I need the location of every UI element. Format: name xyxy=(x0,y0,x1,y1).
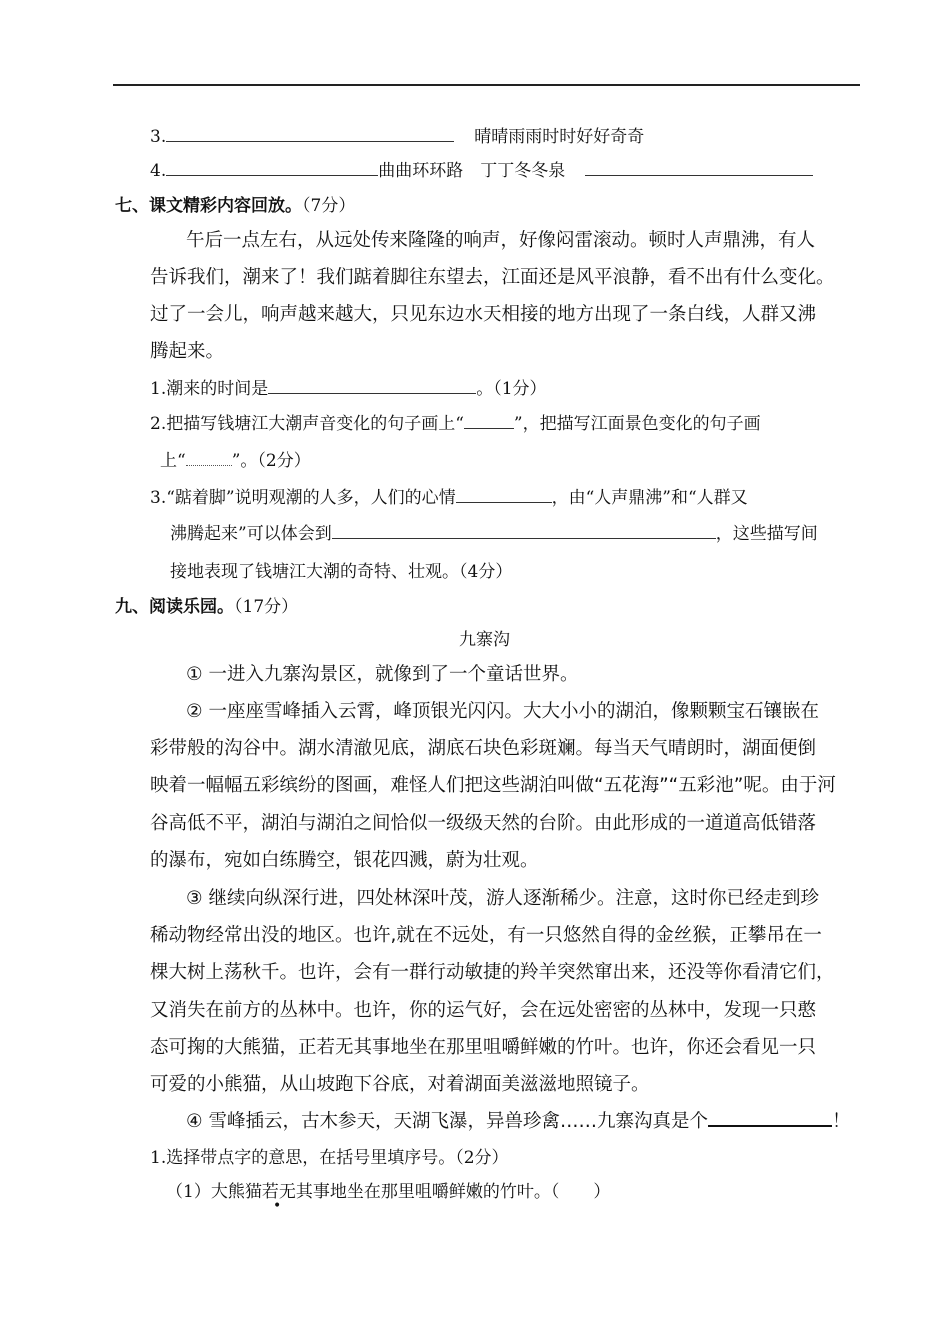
item-number: 3. xyxy=(150,127,167,147)
wavy-underline-mark xyxy=(186,451,232,466)
word-pattern: 曲曲环环路 丁丁冬冬泉 xyxy=(378,161,566,181)
section-9-heading xyxy=(115,595,298,619)
article-line: 谷高低不平，湖泊与湖泊之间恰似一级级天然的台阶。由此形成的一道道高低错落 xyxy=(150,813,817,834)
article-line: 态可掬的大熊猫，正若无其事地坐在那里咀嚼鲜嫩的竹叶。也许，你还会看见一只 xyxy=(150,1037,817,1058)
passage-line: 告诉我们，潮来了！我们踮着脚往东望去，江面还是风平浪静，看不出有什么变化。 xyxy=(150,267,835,288)
question-7-1 xyxy=(150,377,547,401)
question-9-1-item-1: （1）大熊猫若无其事地坐在那里咀嚼鲜嫩的竹叶。（ ） xyxy=(166,1182,611,1202)
emphasis-dot: • xyxy=(273,1198,282,1214)
answer-blank[interactable] xyxy=(456,486,552,503)
answer-blank[interactable] xyxy=(585,159,813,176)
question-text: 2.把描写钱塘江大潮声音变化的句子画上“ xyxy=(150,414,464,434)
answer-blank[interactable] xyxy=(708,1109,832,1127)
question-text: 。（1分） xyxy=(476,379,547,399)
question-7-3-cont xyxy=(170,522,818,546)
question-text: ”。（2分） xyxy=(231,451,311,471)
fill-item-3 xyxy=(150,125,644,149)
underline-mark xyxy=(464,412,514,429)
article-title: 九寨沟 xyxy=(459,630,510,650)
article-line: 稀动物经常出没的地区。也许,就在不远处，有一只悠然自得的金丝猴，正攀吊在一 xyxy=(150,925,822,946)
answer-blank[interactable] xyxy=(166,125,454,142)
answer-blank[interactable] xyxy=(166,159,378,176)
question-7-2-cont xyxy=(160,449,311,473)
article-line: 又消失在前方的丛林中。也许，你的运气好，会在远处密密的丛林中，发现一只憨 xyxy=(150,1000,817,1021)
answer-blank[interactable] xyxy=(332,522,716,539)
question-text: 3.“踮着脚”说明观潮的人多，人们的心情 xyxy=(150,488,456,508)
section-title: 九、阅读乐园。 xyxy=(115,597,234,617)
header-rule xyxy=(113,84,860,86)
article-paragraph-4 xyxy=(186,1109,850,1135)
paragraph-text: ！ xyxy=(831,1111,851,1132)
article-paragraph: ③ 继续向纵深行进，四处林深叶茂，游人逐渐稀少。注意，这时你已经走到珍 xyxy=(186,888,819,909)
paragraph-text: ④ 雪峰插云，古木参天，天湖飞瀑，异兽珍禽……九寨沟真是个 xyxy=(186,1111,708,1132)
question-text: ，这些描写间 xyxy=(715,524,818,544)
item-number: 4. xyxy=(150,161,167,181)
section-7-heading xyxy=(115,194,355,218)
passage-line: 腾起来。 xyxy=(150,341,225,362)
article-paragraph: ① 一进入九寨沟景区，就像到了一个童话世界。 xyxy=(186,664,579,685)
question-9-1: 1.选择带点字的意思，在括号里填序号。（2分） xyxy=(150,1148,509,1168)
answer-blank[interactable] xyxy=(268,377,476,394)
article-line: 棵大树上荡秋千。也许，会有一群行动敏捷的羚羊突然窜出来，还没等你看清它们， xyxy=(150,962,835,983)
question-text: 上“ xyxy=(160,451,186,471)
section-title: 七、课文精彩内容回放。 xyxy=(115,196,302,216)
article-line: 的瀑布，宛如白练腾空，银花四溅，蔚为壮观。 xyxy=(150,850,539,871)
word-pattern: 晴晴雨雨时时好好奇奇 xyxy=(474,127,645,147)
question-text: ，由“人声鼎沸”和“人群又 xyxy=(551,488,748,508)
passage-line: 过了一会儿，响声越来越大，只见东边水天相接的地方出现了一条白线，人群又沸 xyxy=(150,304,817,325)
question-text: ”，把描写江面景色变化的句子画 xyxy=(513,414,761,434)
question-7-2 xyxy=(150,412,761,436)
article-paragraph: ② 一座座雪峰插入云霄，峰顶银光闪闪。大大小小的湖泊，像颗颗宝石镶嵌在 xyxy=(186,701,819,722)
section-score: （7分） xyxy=(302,196,356,216)
section-score: （17分） xyxy=(234,597,299,617)
article-line: 彩带般的沟谷中。湖水清澈见底，湖底石块色彩斑斓。每当天气晴朗时，湖面便倒 xyxy=(150,738,817,759)
fill-item-4 xyxy=(150,159,813,183)
question-7-3 xyxy=(150,486,748,510)
passage-line: 午后一点左右，从远处传来隆隆的响声，好像闷雷滚动。顿时人声鼎沸，有人 xyxy=(186,230,816,251)
article-line: 可爱的小熊猫，从山坡跑下谷底，对着湖面美滋滋地照镜子。 xyxy=(150,1074,650,1095)
question-7-3-end: 接地表现了钱塘江大潮的奇特、壮观。（4分） xyxy=(170,562,513,582)
question-text: 沸腾起来”可以体会到 xyxy=(170,524,332,544)
article-line: 映着一幅幅五彩缤纷的图画，难怪人们把这些湖泊叫做“五花海”“五彩池”呢。由于河 xyxy=(150,775,836,796)
question-text: 1.潮来的时间是 xyxy=(150,379,269,399)
